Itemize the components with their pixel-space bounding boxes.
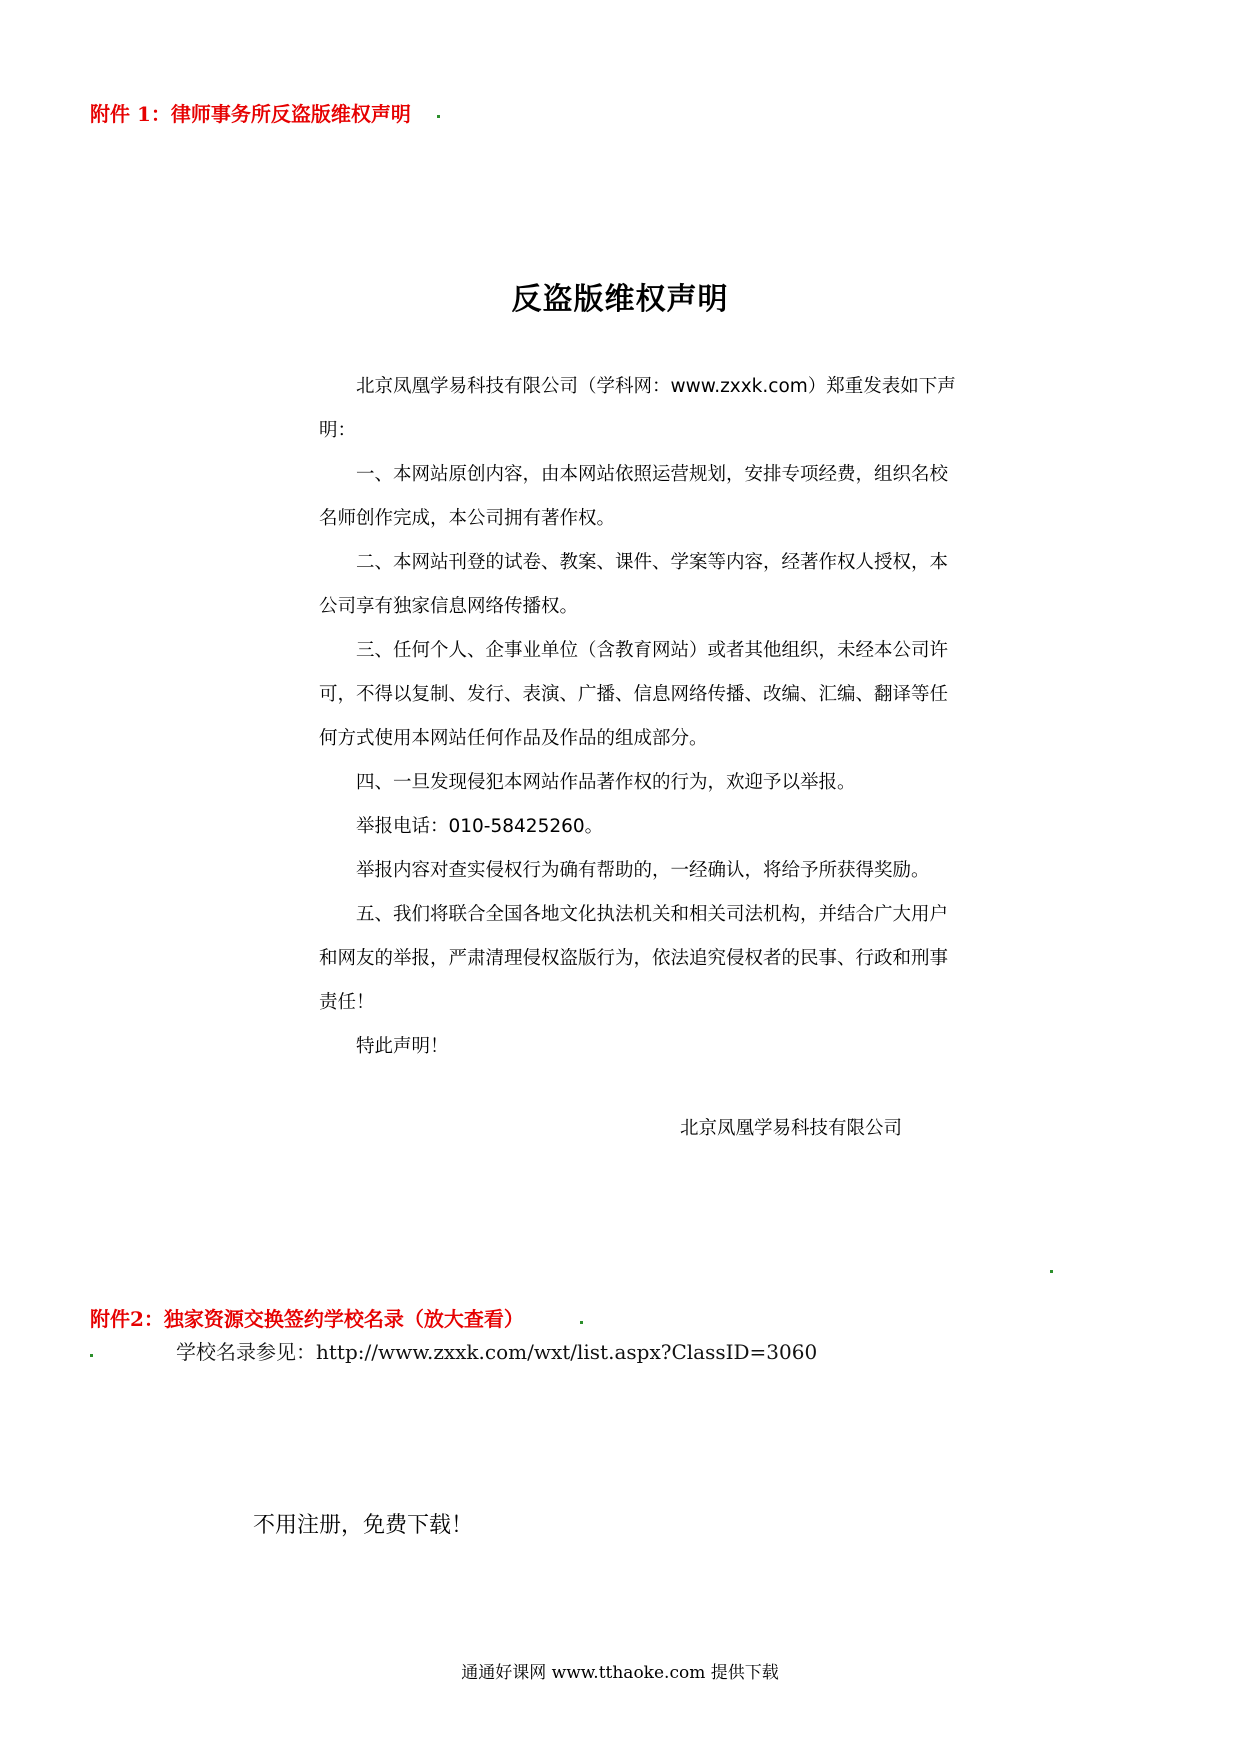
edit-mark	[90, 1354, 93, 1357]
free-download-note: 不用注册，免费下载！	[253, 1513, 474, 1538]
declaration-paragraph: 二、本网站刊登的试卷、教案、课件、学案等内容，经著作权人授权，本公司享有独家信息网络传播权。	[319, 552, 949, 617]
declaration-paragraph: 三、任何个人、企事业单位（含教育网站）或者其他组织，未经本公司许可，不得以复制、发行、表演、广播、信息网络传播、改编、汇编、翻译等任何方式使用本网站任何作品及作品的组成部分。	[319, 640, 949, 749]
edit-mark	[580, 1321, 583, 1324]
declaration-paragraph: 五、我们将联合全国各地文化执法机关和相关司法机构，并结合广大用户和网友的举报，严肃清理侵权盗版行为，依法追究侵权者的民事、行政和刑事责任！	[319, 904, 949, 1013]
declaration-paragraph: 四、一旦发现侵犯本网站作品著作权的行为，欢迎予以举报。	[356, 772, 856, 793]
declaration-paragraph: 特此声明！	[356, 1036, 449, 1057]
declaration-paragraph: 一、本网站原创内容，由本网站依照运营规划，安排专项经费，组织名校名师创作完成，本公司拥有著作权。	[319, 464, 949, 529]
declaration-paragraph: 举报电话：010-58425260。	[356, 816, 604, 837]
company-signature: 北京凤凰学易科技有限公司	[680, 1118, 903, 1139]
declaration-body	[319, 365, 963, 1069]
declaration-paragraph: 北京凤凰学易科技有限公司（学科网：www.zxxk.com）郑重发表如下声明：	[319, 376, 956, 441]
attachment-2-title: 附件2：独家资源交换签约学校名录（放大查看）	[90, 1307, 524, 1331]
footer-credit: 通通好课网 www.tthaoke.com 提供下载	[461, 1663, 779, 1683]
edit-mark	[437, 115, 440, 118]
declaration-title: 反盗版维权声明	[511, 282, 729, 317]
edit-mark	[1050, 1270, 1053, 1273]
attachment-1-title: 附件 1：律师事务所反盗版维权声明	[90, 102, 411, 126]
declaration-paragraph: 举报内容对查实侵权行为确有帮助的，一经确认，将给予所获得奖励。	[356, 860, 930, 881]
school-list-link[interactable]: 学校名录参见：http://www.zxxk.com/wxt/list.aspx?ClassID=3060	[176, 1340, 818, 1364]
